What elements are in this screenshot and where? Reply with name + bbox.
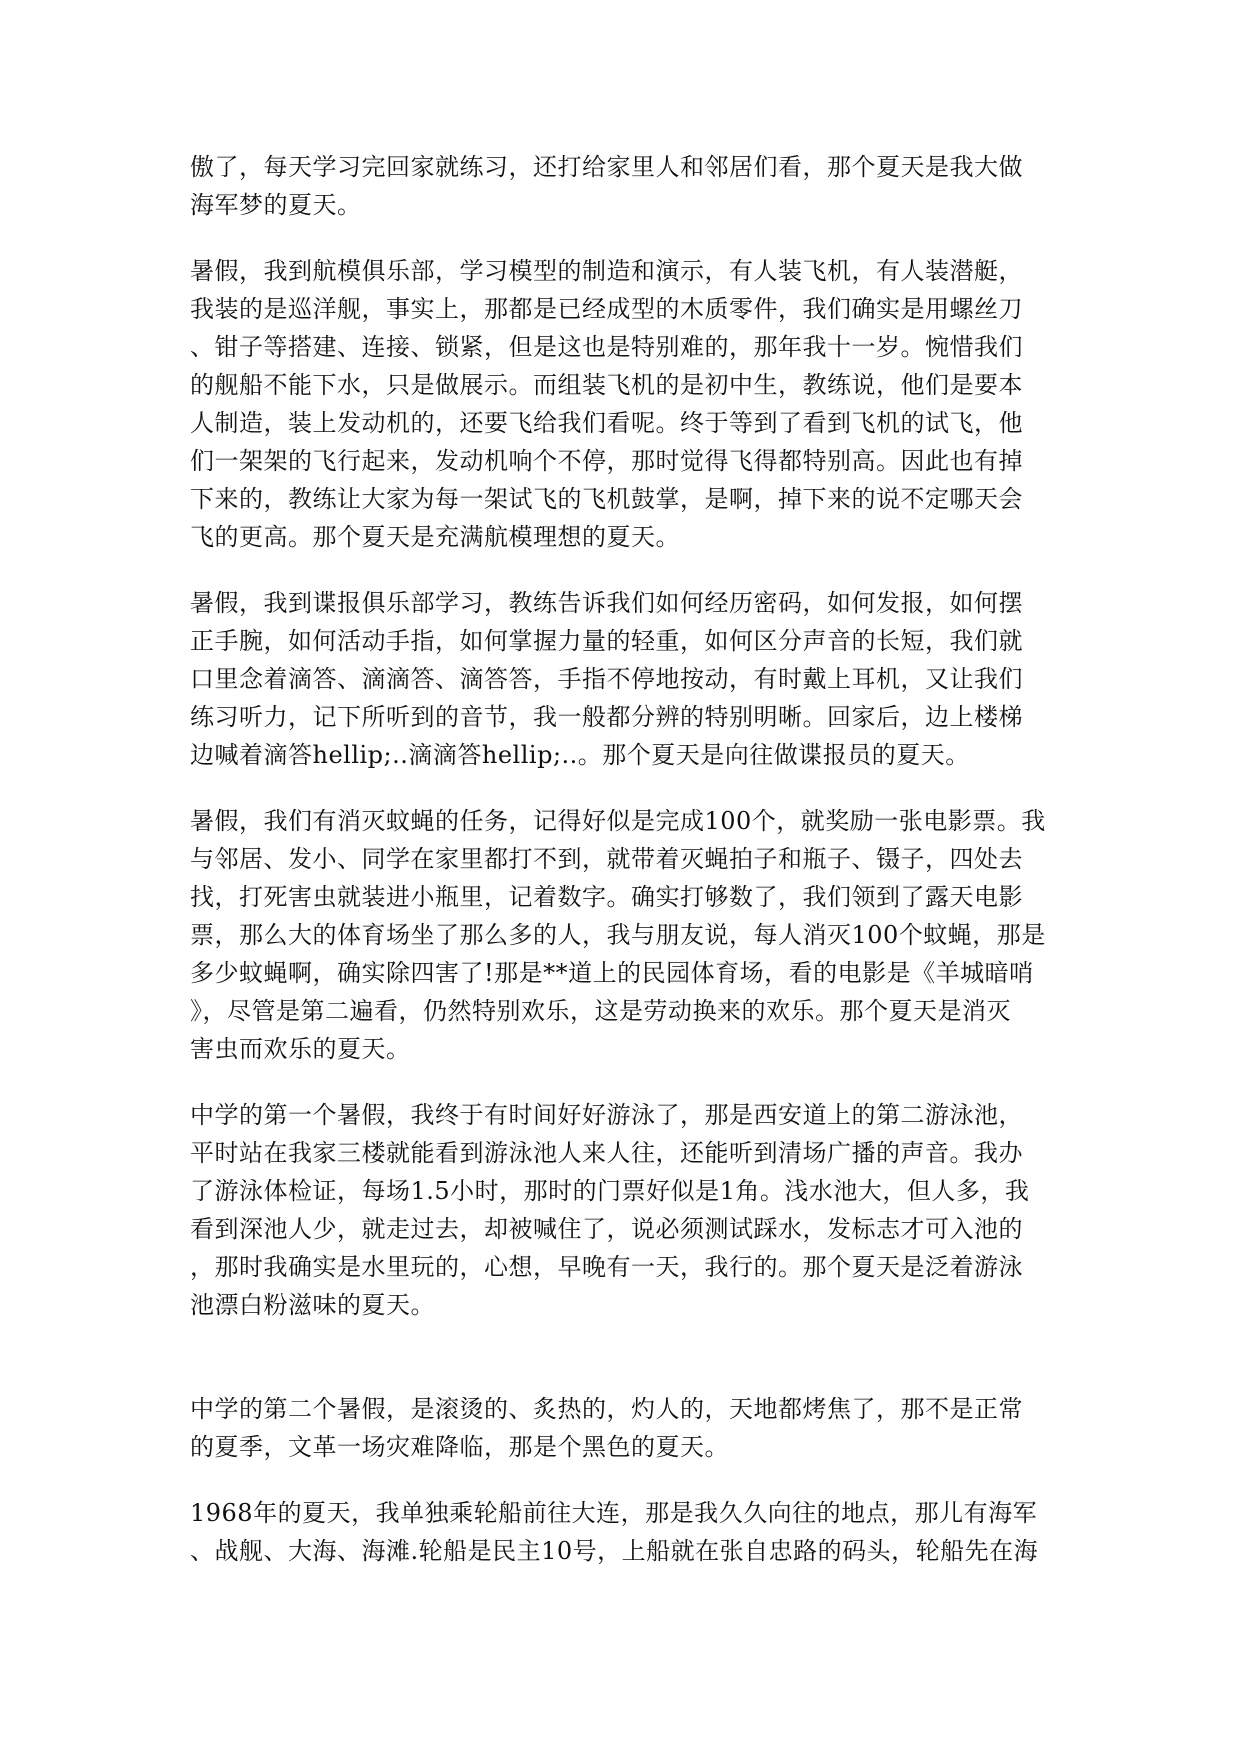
paragraph-4 <box>190 802 1050 1068</box>
text-line: 中学的第二个暑假，是滚烫的、炙热的，灼人的，天地都烤焦了，那不是正常 <box>190 1395 1023 1423</box>
paragraph-1 <box>190 148 1050 224</box>
text-line: 票，那么大的体育场坐了那么多的人，我与朋友说，每人消灭100个蚊蝇，那是 <box>190 921 1046 949</box>
text-line: 暑假，我到航模俱乐部，学习模型的制造和演示，有人装飞机，有人装潜艇， <box>190 257 1023 285</box>
text-line: 人制造，装上发动机的，还要飞给我们看呢。终于等到了看到飞机的试飞，他 <box>190 409 1023 437</box>
text-line: 口里念着滴答、滴滴答、滴答答，手指不停地按动，有时戴上耳机，又让我们 <box>190 665 1023 693</box>
paragraph-3 <box>190 584 1050 774</box>
text-line: ，那时我确实是水里玩的，心想，早晚有一天，我行的。那个夏天是泛着游泳 <box>190 1253 1023 1281</box>
text-line: 边喊着滴答hellip;..滴滴答hellip;..。那个夏天是向往做谍报员的夏天。 <box>190 741 970 769</box>
text-line: 》，尽管是第二遍看，仍然特别欢乐，这是劳动换来的欢乐。那个夏天是消灭 <box>190 997 1011 1025</box>
text-line: 下来的，教练让大家为每一架试飞的飞机鼓掌，是啊，掉下来的说不定哪天会 <box>190 485 1023 513</box>
text-line: 平时站在我家三楼就能看到游泳池人来人往，还能听到清场广播的声音。我办 <box>190 1139 1023 1167</box>
text-line: 傲了，每天学习完回家就练习，还打给家里人和邻居们看，那个夏天是我大做 <box>190 153 1023 181</box>
text-line: 的夏季，文革一场灾难降临，那是个黑色的夏天。 <box>190 1433 729 1461</box>
text-line: 看到深池人少，就走过去，却被喊住了，说必须测试踩水，发标志才可入池的 <box>190 1215 1023 1243</box>
text-line: 害虫而欢乐的夏天。 <box>190 1035 411 1063</box>
text-line: 、战舰、大海、海滩.轮船是民主10号，上船就在张自忠路的码头，轮船先在海 <box>190 1537 1039 1565</box>
text-line: 的舰船不能下水，只是做展示。而组装飞机的是初中生，教练说，他们是要本 <box>190 371 1023 399</box>
text-line: 我装的是巡洋舰，事实上，那都是已经成型的木质零件，我们确实是用螺丝刀 <box>190 295 1023 323</box>
paragraph-6 <box>190 1390 1050 1466</box>
text-line: 飞的更高。那个夏天是充满航模理想的夏天。 <box>190 523 680 551</box>
text-line: 中学的第一个暑假，我终于有时间好好游泳了，那是西安道上的第二游泳池， <box>190 1101 1023 1129</box>
text-line: 们一架架的飞行起来，发动机响个不停，那时觉得飞得都特别高。因此也有掉 <box>190 447 1023 475</box>
paragraph-5 <box>190 1096 1050 1324</box>
text-line: 、钳子等搭建、连接、锁紧，但是这也是特别难的，那年我十一岁。惋惜我们 <box>190 333 1023 361</box>
paragraph-2 <box>190 252 1050 556</box>
text-line: 了游泳体检证，每场1.5小时，那时的门票好似是1角。浅水池大，但人多，我 <box>190 1177 1030 1205</box>
paragraph-7 <box>190 1494 1050 1570</box>
text-line: 海军梦的夏天。 <box>190 191 362 219</box>
text-line: 正手腕，如何活动手指，如何掌握力量的轻重，如何区分声音的长短，我们就 <box>190 627 1023 655</box>
text-line: 与邻居、发小、同学在家里都打不到，就带着灭蝇拍子和瓶子、镊子，四处去 <box>190 845 1023 873</box>
text-line: 暑假，我到谍报俱乐部学习，教练告诉我们如何经历密码，如何发报，如何摆 <box>190 589 1023 617</box>
text-line: 多少蚊蝇啊，确实除四害了!那是**道上的民园体育场，看的电影是《羊城暗哨 <box>190 959 1034 987</box>
text-line: 1968年的夏天，我单独乘轮船前往大连，那是我久久向往的地点，那儿有海军 <box>190 1499 1038 1527</box>
text-line: 暑假，我们有消灭蚊蝇的任务，记得好似是完成100个，就奖励一张电影票。我 <box>190 807 1046 835</box>
text-line: 池漂白粉滋味的夏天。 <box>190 1291 435 1319</box>
text-line: 找，打死害虫就装进小瓶里，记着数字。确实打够数了，我们领到了露天电影 <box>190 883 1023 911</box>
text-line: 练习听力，记下所听到的音节，我一般都分辨的特别明晰。回家后，边上楼梯 <box>190 703 1023 731</box>
